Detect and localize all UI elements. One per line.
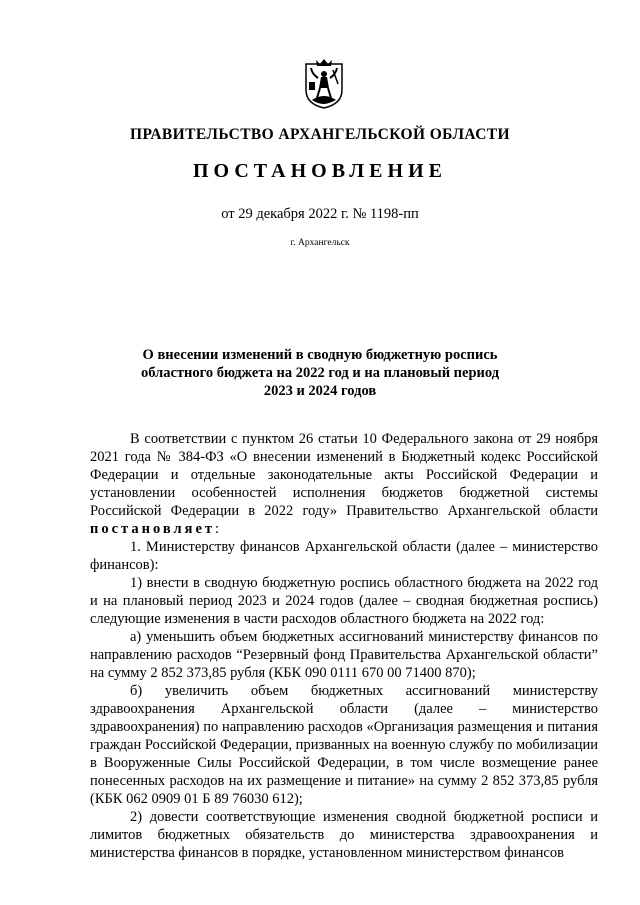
government-name: ПРАВИТЕЛЬСТВО АРХАНГЕЛЬСКОЙ ОБЛАСТИ bbox=[129, 126, 510, 143]
coat-of-arms-icon bbox=[304, 58, 344, 110]
title-line: 2023 и 2024 годов bbox=[263, 383, 377, 399]
document-body bbox=[90, 430, 598, 862]
document-title bbox=[100, 346, 540, 400]
preamble-text: В соответствии с пунктом 26 статьи 10 Федерального закона от 29 ноября 2021 года № 384-ФЗ «О внесении изменений в Бюджетный кодекс Российской Федерации и отдельные законодательные акты Российской Федерации и установлении особенностей исполнения бюджетов бюджетной системы Российской Федерации в 2022 году» Правительство Архангельской области bbox=[90, 431, 598, 519]
clause-paragraph: б) увеличить объем бюджетных ассигнований министерству здравоохранения Архангельской области (далее – министерство здравоохранения) по направлению расходов «Организация размещения и питания граждан Российской Федерации, призванных на военную службу по мобилизации в Вооруженные Силы Российской Федерации, в том числе возмещение ранее понесенных расходов на их размещение и питание» на сумму 2 852 373,85 рубля (КБК 062 0909 01 Б 89 76030 612); bbox=[90, 683, 598, 807]
title-line: областного бюджета на 2022 год и на плановый период bbox=[140, 365, 500, 381]
document-city: г. Архангельск bbox=[290, 238, 350, 248]
clause-paragraph: 2) довести соответствующие изменения сводной бюджетной росписи и лимитов бюджетных обязательств до министерства здравоохранения и министерства финансов в порядке, установленном министерством финансов bbox=[90, 809, 598, 861]
clause-paragraph: 1. Министерству финансов Архангельской области (далее – министерство финансов): bbox=[90, 539, 598, 573]
resolves-colon: : bbox=[215, 521, 220, 537]
clause-paragraph: а) уменьшить объем бюджетных ассигнований министерству финансов по направлению расходов “Резервный фонд Правительства Архангельской области” на сумму 2 852 373,85 рубля (КБК 090 0111 670 00 71400 870); bbox=[90, 629, 598, 681]
preamble-paragraph bbox=[90, 430, 598, 538]
document-type: ПОСТАНОВЛЕНИЕ bbox=[193, 160, 447, 182]
document-date-number: от 29 декабря 2022 г. № 1198-пп bbox=[221, 206, 419, 222]
title-line: О внесении изменений в сводную бюджетную роспись bbox=[142, 347, 498, 363]
resolves-word: постановляет bbox=[90, 521, 216, 537]
clause-paragraph: 1) внести в сводную бюджетную роспись областного бюджета на 2022 год и на плановый период 2023 и 2024 годов (далее – сводная бюджетная роспись) следующие изменения в части расходов областного бюджета на 2022 год: bbox=[90, 575, 598, 627]
